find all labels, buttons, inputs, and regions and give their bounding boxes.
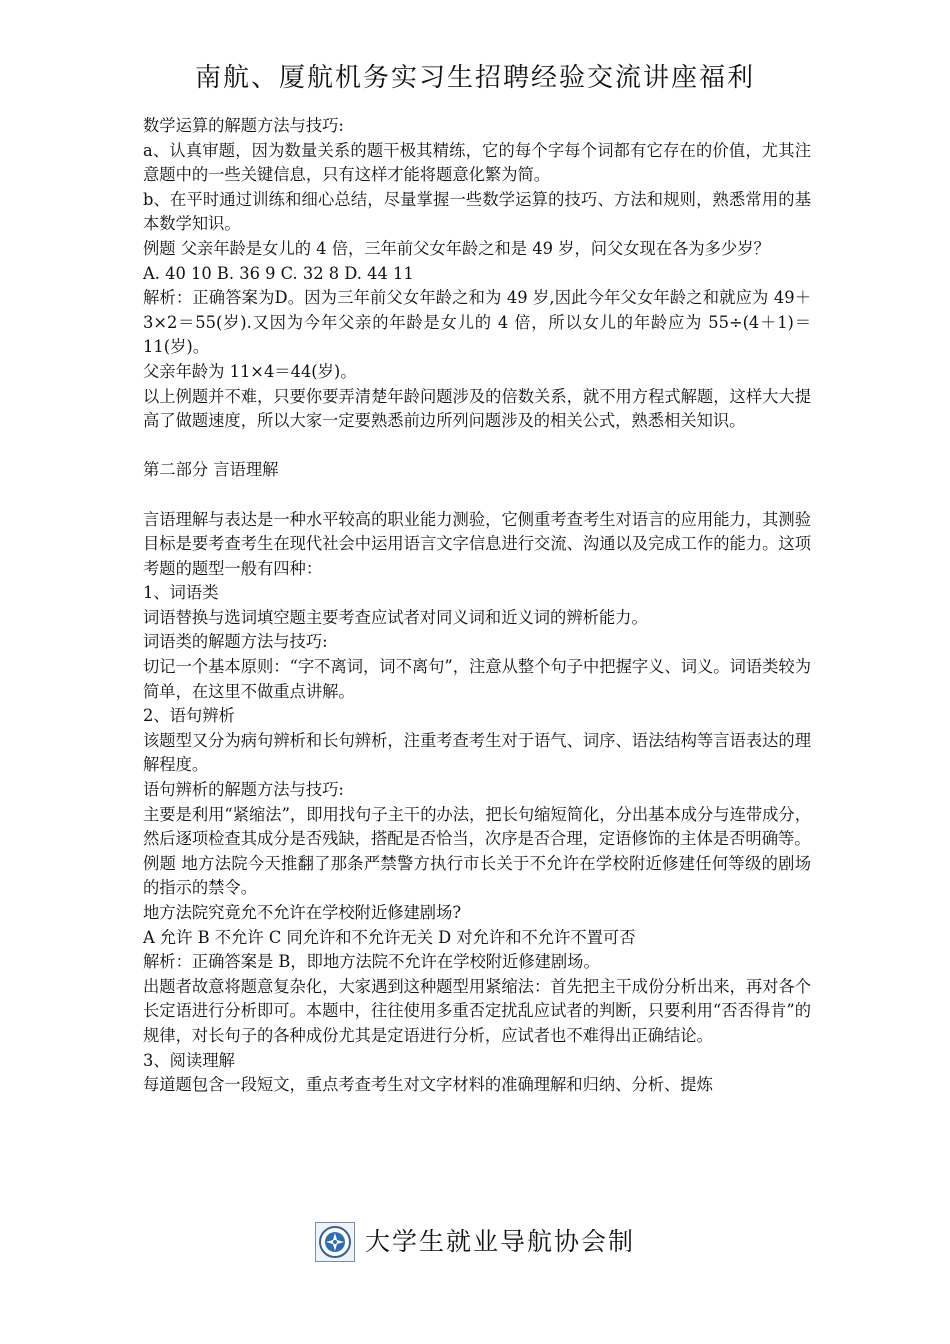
paragraph: 2、语句辨析 — [143, 706, 235, 726]
paragraph: 解析：正确答案是 B，即地方法院不允许在学校附近修建剧场。 — [143, 952, 600, 972]
paragraph: 地方法院究竟允不允许在学校附近修建剧场? — [143, 903, 462, 922]
page-title: 南航、厦航机务实习生招聘经验交流讲座福利 — [194, 63, 755, 93]
association-logo-icon — [315, 1222, 355, 1262]
blank-line — [143, 434, 811, 459]
paragraph: b、在平时通过训练和细心总结，尽量掌握一些数学运算的技巧、方法和规则，熟悉常用的基本数学知识。 — [143, 189, 811, 234]
paragraph: 切记一个基本原则：“字不离词，词不离句”，注意从整个句子中把握字义、词义。词语类较为简单，在这里不做重点讲解。 — [143, 657, 811, 701]
paragraph: 主要是利用“紧缩法”，即用找句子主干的办法，把长句缩短简化，分出基本成分与连带成分，然后逐项检查其成分是否残缺，搭配是否恰当，次序是否合理，定语修饰的主体是否明确等。 — [143, 804, 811, 849]
paragraph: 该题型又分为病句辨析和长句辨析，注重考查考生对于语气、词序、语法结构等言语表达的理解程度。 — [143, 730, 811, 775]
paragraph: 言语理解与表达是一种水平较高的职业能力测验，它侧重考查考生对语言的应用能力，其测验目标是要考查考生在现代社会中运用语言文字信息进行交流、沟通以及完成工作的能力。这项考题的题型一般有四种： — [143, 509, 811, 578]
paragraph: 3、阅读理解 — [143, 1050, 235, 1070]
footer-text: 大学生就业导航协会制 — [364, 1227, 635, 1256]
page-footer — [0, 1222, 950, 1262]
paragraph: 数学运算的解题方法与技巧: — [143, 116, 344, 135]
paragraph: 例题 地方法院今天推翻了那条严禁警方执行市长关于不允许在学校附近修建任何等级的剧场的指示的禁令。 — [143, 853, 811, 898]
paragraph: 1、词语类 — [143, 583, 219, 603]
document-body — [143, 114, 811, 1098]
paragraph: A 允许 B 不允许 C 同允许和不允许无关 D 对允许和不允许不置可否 — [143, 927, 636, 947]
paragraph: 解析：正确答案为D。因为三年前父女年龄之和为 49 岁,因此今年父女年龄之和就应为 49＋3×2＝55(岁).又因为今年父亲的年龄是女儿的 4 倍，所以女儿的年龄应为 55÷(4＋1)＝11(岁)。 — [143, 288, 811, 357]
paragraph: 词语类的解题方法与技巧: — [143, 632, 328, 652]
paragraph: 以上例题并不难，只要你要弄清楚年龄问题涉及的倍数关系，就不用方程式解题，这样大大提高了做题速度，所以大家一定要熟悉前边所列问题涉及的相关公式，熟悉相关知识。 — [143, 386, 811, 431]
paragraph: 词语替换与选词填空题主要考查应试者对同义词和近义词的辨析能力。 — [143, 607, 648, 627]
section-heading: 第二部分 言语理解 — [143, 460, 279, 480]
blank-line — [143, 483, 811, 508]
paragraph: a、认真审题，因为数量关系的题干极其精练，它的每个字每个词都有它存在的价值，尤其注意题中的一些关键信息，只有这样才能将题意化繁为简。 — [143, 140, 811, 185]
paragraph: A. 40 10 B. 36 9 C. 32 8 D. 44 11 — [143, 263, 414, 283]
paragraph: 例题 父亲年龄是女儿的 4 倍，三年前父女年龄之和是 49 岁，问父女现在各为多少岁？ — [143, 238, 770, 258]
paragraph: 语句辨析的解题方法与技巧: — [143, 780, 344, 800]
paragraph: 出题者故意将题意复杂化，大家遇到这种题型用紧缩法：首先把主干成份分析出来，再对各个长定语进行分析即可。本题中，往往使用多重否定扰乱应试者的判断，只要利用“否否得肯”的规律，对长句子的各种成份尤其是定语进行分析，应试者也不难得出正确结论。 — [143, 976, 811, 1045]
paragraph: 父亲年龄为 11×4＝44(岁)。 — [143, 361, 357, 381]
paragraph: 每道题包含一段短文，重点考查考生对文字材料的准确理解和归纳、分析、提炼 — [143, 1075, 713, 1095]
